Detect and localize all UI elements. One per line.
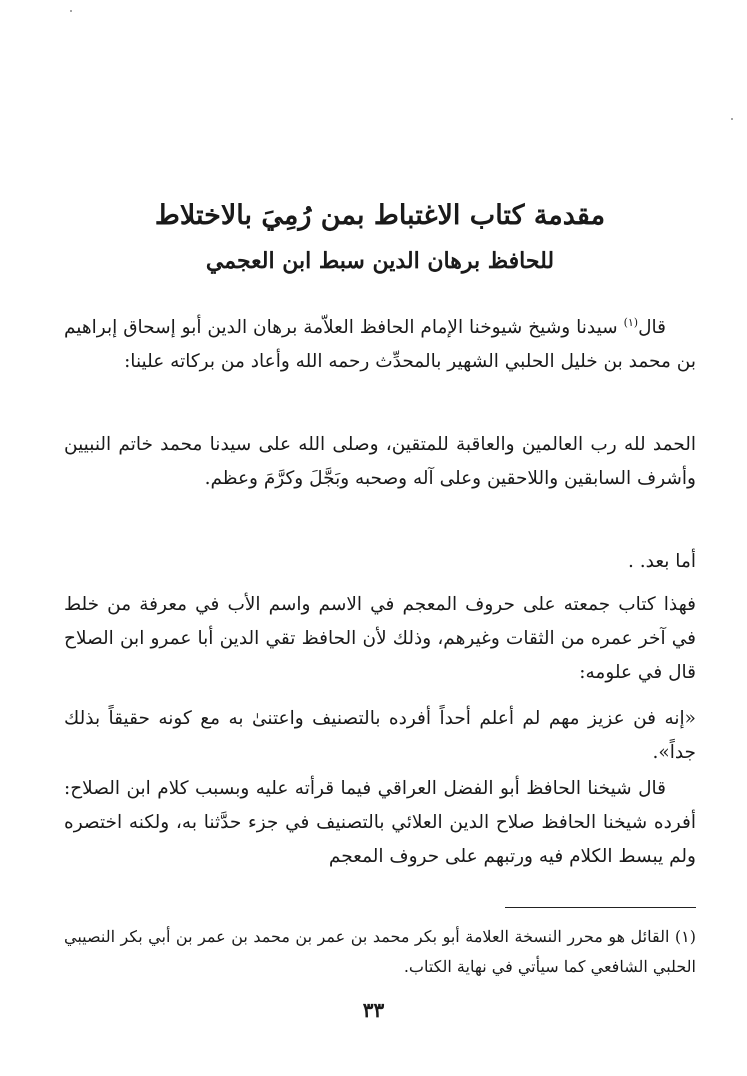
- footnote-ref: (١): [623, 315, 639, 329]
- paragraph-quote: «إنه فن عزيز مهم لم أعلم أحداً أفرده بالتصنيف واعتنىٰ به مع كونه حقيقاً بذلك جداً».: [64, 708, 696, 763]
- chapter-subtitle: للحافظ برهان الدين سبط ابن العجمي: [205, 248, 555, 274]
- footnote: (١) القائل هو محرر النسخة العلامة أبو بكر محمد بن عمر بن محمد بن عمر بن أبي بكر النصيبي الحلبي الشافعي كما سيأتي في نهاية الكتاب.: [64, 927, 696, 976]
- paragraph-book-purpose: فهذا كتاب جمعته على حروف المعجم في الاسم واسم الأب في معرفة من خلط في آخر عمره من الثقات وغيرهم، وذلك لأن الحافظ تقي الدين أبا عمرو ابن الصلاح قال في علومه:: [64, 594, 696, 683]
- scan-speck: [70, 10, 72, 12]
- paragraph-praise: الحمد لله رب العالمين والعاقبة للمتقين، وصلى الله على سيدنا محمد خاتم النبيين وأشرف السابقين واللاحقين وعلى آله وصحبه وبَجَّلَ وكرَّمَ وعظم.: [64, 434, 696, 489]
- intro-prefix: قال: [638, 317, 666, 338]
- footnote-divider: [505, 907, 696, 908]
- paragraph-amma-bad: أما بعد. .: [628, 551, 696, 572]
- scan-speck: [731, 118, 733, 120]
- paragraph-intro: [64, 311, 696, 379]
- page-number: ٣٣: [362, 998, 385, 1022]
- intro-text: سيدنا وشيخ شيوخنا الإمام الحافظ العلاّمة برهان الدين أبو إسحاق إبراهيم بن محمد بن خليل الحلبي الشهير بالمحدِّث رحمه الله وأعاد من بركاته علينا:: [64, 317, 696, 372]
- chapter-title: مقدمة كتاب الاغتباط بمن رُمِيَ بالاختلاط: [154, 200, 606, 231]
- paragraph-iraqi: قال شيخنا الحافظ أبو الفضل العراقي فيما قرأته عليه وبسبب كلام ابن الصلاح: أفرده شيخنا الحافظ صلاح الدين العلائي بالتصنيف في جزء حدَّثنا به، ولكنه اختصره ولم يبسط الكلام فيه ورتبهم على حروف المعجم: [64, 778, 696, 867]
